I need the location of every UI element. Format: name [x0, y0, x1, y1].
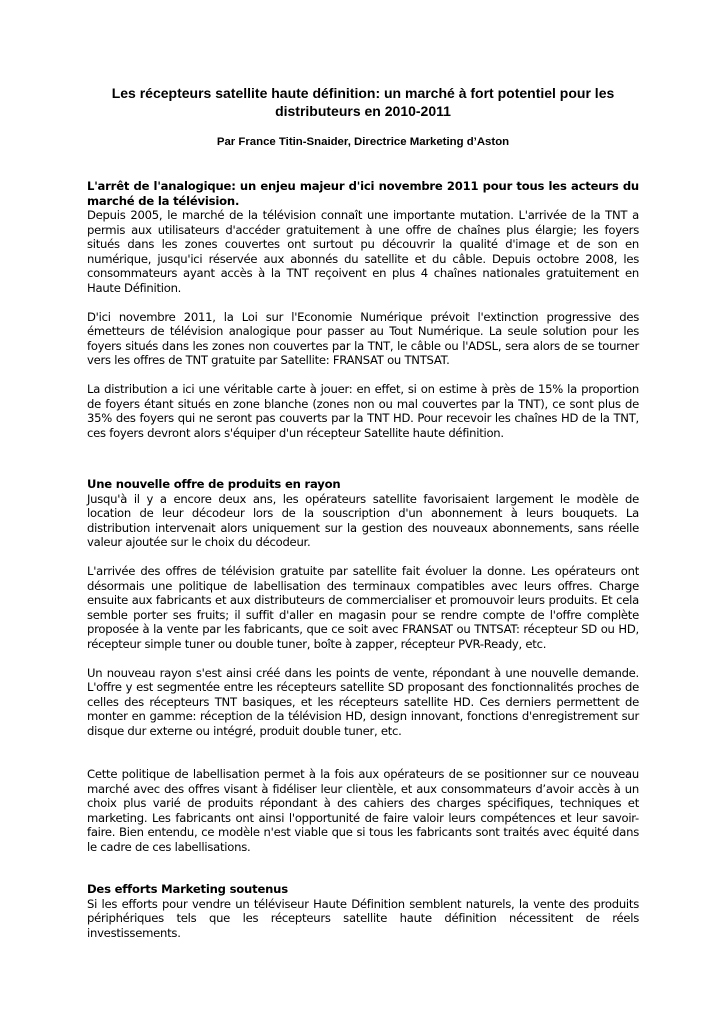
paragraph: Depuis 2005, le marché de la télévision connaît une importante mutation. L'arrivée de la TNT a permis aux utilisateurs d'accéder gratuitement à une offre de chaînes plus élargie; les foyers situés dans les zones couvertes ont surtout pu découvrir la qualité d'image et de son en numérique, jusqu'ici réservée aux abonnés du satellite et du câble. Depuis octobre 2008, les consommateurs ayant accès à la TNT reçoivent en plus 4 chaînes nationales gratuitement en Haute Définition.: [87, 208, 639, 295]
paragraph: Jusqu'à il y a encore deux ans, les opérateurs satellite favorisaient largement le modèle de location de leur décodeur lors de la souscription d'un abonnement à leurs bouquets. La distribution intervenait alors uniquement sur la gestion des nouveaux abonnements, sans réelle valeur ajoutée sur le choix du décodeur.: [87, 491, 639, 549]
paragraph: Si les efforts pour vendre un téléviseur Haute Définition semblent naturels, la vente des produits périphériques tels que les récepteurs satellite haute définition nécessitent de réels investissements.: [87, 896, 639, 940]
paragraph: Un nouveau rayon s'est ainsi créé dans les points de vente, répondant à une nouvelle demande. L'offre y est segmentée entre les récepteurs satellite SD proposant des fonctionnalités proches de celles des récepteurs TNT basiques, et les récepteurs satellite HD. Ces derniers permettent de monter en gamme: réception de la télévision HD, design innovant, fonctions d'enregistrement sur disque dur externe ou intégré, produit double tuner, etc.: [87, 665, 639, 738]
author-byline: Par France Titin-Snaider, Directrice Marketing d’Aston: [216, 136, 510, 148]
section-new-products: [87, 477, 639, 854]
paragraph: Cette politique de labellisation permet à la fois aux opérateurs de se positionner sur ce nouveau marché avec des offres visant à fidéliser leur clientèle, et aux consommateurs d’avoir accès à un choix plus varié de produits répondant à des cahiers des charges spécifiques, techniques et marketing. Les fabricants ont ainsi l'opportunité de faire valoir leurs compétences et leur savoir-faire. Bien entendu, ce modèle n'est viable que si tous les fabricants sont traités avec équité dans le cadre de ces labellisations.: [87, 767, 639, 854]
document-page: [87, 84, 639, 940]
section-heading: Des efforts Marketing soutenus: [87, 882, 288, 896]
paragraph: L'arrivée des offres de télévision gratuite par satellite fait évoluer la donne. Les opérateurs ont désormais une politique de labellisation des terminaux compatibles avec leurs offres. Charge ensuite aux fabricants et aux distributeurs de commercialiser et promouvoir leurs produits. Et cela semble porter ses fruits; il suffit d'aller en magasin pour se rendre compte de l'offre complète proposée à la vente par les fabricants, que ce soit avec FRANSAT ou TNTSAT: récepteur SD ou HD, récepteur simple tuner ou double tuner, boîte à zapper, récepteur PVR-Ready, etc.: [87, 564, 639, 651]
paragraph: D'ici novembre 2011, la Loi sur l'Economie Numérique prévoit l'extinction progressive des émetteurs de télévision analogique pour passer au Tout Numérique. La seule solution pour les foyers situés dans les zones non couvertes par la TNT, le câble ou l'ADSL, sera alors de se tourner vers les offres de TNT gratuite par Satellite: FRANSAT ou TNTSAT.: [87, 309, 639, 367]
section-heading: L'arrêt de l'analogique: un enjeu majeur d'ici novembre 2011 pour tous les acteurs du marché de la télévision.: [87, 179, 639, 208]
section-heading: Une nouvelle offre de produits en rayon: [87, 477, 341, 491]
document-title: Les récepteurs satellite haute définition: un marché à fort potentiel pour les distributeurs en 2010-2011: [111, 85, 615, 119]
section-analog-shutdown: [87, 179, 639, 440]
section-marketing-efforts: [87, 882, 639, 940]
paragraph: La distribution a ici une véritable carte à jouer: en effet, si on estime à près de 15% la proportion de foyers étant situés en zone blanche (zones non ou mal couvertes par la TNT), ce sont plus de 35% des foyers qui ne seront pas couverts par la TNT HD. Pour recevoir les chaînes HD de la TNT, ces foyers devront alors s'équiper d'un récepteur Satellite haute définition.: [87, 382, 639, 440]
